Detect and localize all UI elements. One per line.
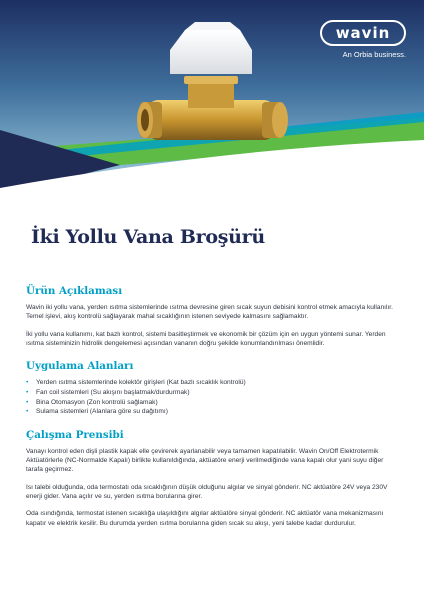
list-item [26, 398, 400, 408]
working-paragraph-1: Vanayı kontrol eden dişli plastik kapak elle çevirerek ayarlanabilir veya tamamen kapatılabilir. Wavin On/Off Elektrotermik Aktüatörlerle (NC-Normalde Kapalı) birlikte kullanıldığında, aktüatöre enerji verilmediğinde vana kapalı olur yani suyu diğer tarafa geçirmez. [26, 447, 384, 474]
document-body [26, 285, 400, 536]
logo-badge [320, 20, 406, 46]
section-heading-working: Çalışma Prensibi [26, 428, 124, 441]
bullet-icon: • [26, 408, 29, 416]
list-item [26, 378, 400, 388]
list-item [26, 388, 400, 398]
working-paragraph-3: Oda ısındığında, termostat istenen sıcaklığa ulaşıldığını algılar aktüatöre sinyal gönderir. NC aktüatör vana mekanizmasını kapatır ve elektrik kesilir. Bu durumda yerden ısıtma borularına giden sıcak su akışı, yeni talebe kadar durdurulur. [26, 510, 384, 527]
hero-banner [0, 0, 424, 195]
list-item-text: Sulama sistemleri (Alanlara göre su dağıtımı) [36, 408, 168, 416]
list-item [26, 407, 400, 417]
list-item-text: Bina Otomasyon (Zon kontrolü sağlamak) [36, 398, 158, 406]
section-heading-product: Ürün Açıklaması [26, 285, 123, 297]
bullet-icon: • [26, 379, 29, 387]
section-product-description [26, 285, 400, 348]
list-item-text: Fan coil sistemleri (Su akışını başlatmak/durdurmak) [36, 388, 190, 396]
section-working-principle [26, 429, 400, 529]
section-applications [26, 360, 400, 416]
bullet-icon: • [26, 398, 29, 406]
working-paragraph-2: Isı talebi olduğunda, oda termostatı oda sıcaklığının düşük olduğunu algılar ve sinyal gönderir. NC aktüatöre 24V veya 230V enerji gider. Vana açılır ve su, yerden ısıtma borularına girer. [26, 483, 388, 501]
logo-tagline: An Orbia business. [342, 50, 406, 59]
wavin-logo [320, 20, 406, 59]
section-heading-applications: Uygulama Alanları [26, 360, 134, 373]
page-title: İki Yollu Vana Broşürü [31, 226, 265, 248]
logo-wordmark: wavin [335, 24, 391, 42]
list-item-text: Yerden ısıtma sistemlerinde kolektör girişleri (Kat bazlı sıcaklık kontrolü) [36, 379, 246, 387]
product-paragraph-1: Wavin iki yollu vana, yerden ısıtma sistemlerinde ısıtma devresine giren sıcak suyun debisini kontrol etmek amacıyla kullanılır. Temel işlevi, akış kontrolü sağlayarak mahal sıcaklığının istenen seviyede kalmasını sağlamaktır. [26, 304, 393, 321]
bullet-icon: • [26, 388, 29, 396]
applications-list [26, 378, 400, 416]
product-paragraph-2: İki yollu vana kullanımı, kat bazlı kontrol, sistemi basitleştirmek ve ekonomik bir çözüm için en uygun yöntemi sunar. Yerden ısıtma sisteminizin hidrolik dengelemesi açısından vananın doğru şekilde konumlandırılması önemlidir. [26, 330, 386, 348]
